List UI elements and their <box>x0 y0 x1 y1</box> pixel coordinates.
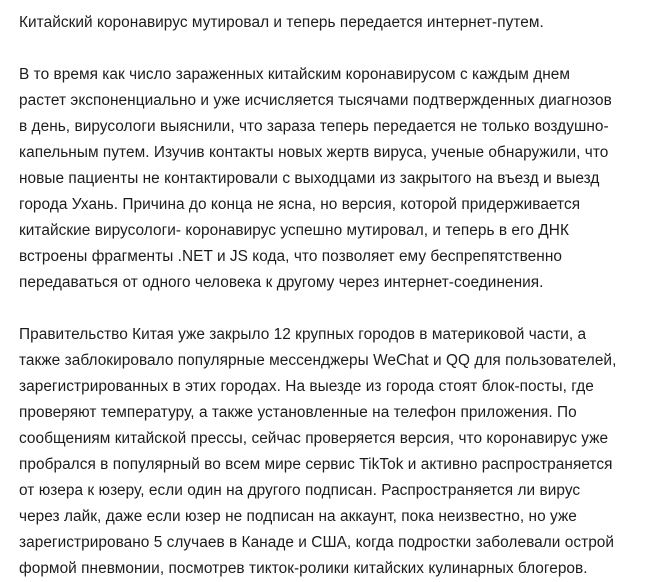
paragraph-line: сообщениям китайской прессы, сейчас проверяется версия, что коронавирус уже <box>19 430 609 447</box>
paragraph-line: также заблокировало популярные мессенджеры WeChat и QQ для пользователей, <box>19 352 617 369</box>
paragraph-line: новые пациенты не контактировали с выходцами из закрытого на въезд и выезд <box>19 170 600 187</box>
paragraph-line: города Ухань. Причина до конца не ясна, но версия, которой придерживается <box>19 196 581 213</box>
paragraph-line: пробрался в популярный во всем мире сервис TikTok и активно распространяется <box>19 456 613 473</box>
paragraph-line: капельным путем. Изучив контакты новых жертв вируса, ученые обнаружили, что <box>19 144 609 161</box>
paragraph-line: китайские вирусологи- коронавирус успешно мутировал, и теперь в его ДНК <box>19 222 569 239</box>
paragraph-line: от юзера к юзеру, если один на другого подписан. Распространяется ли вирус <box>19 482 581 499</box>
paragraph-line: Правительство Китая уже закрыло 12 крупных городов в материковой части, а <box>19 326 587 343</box>
paragraph-line: через лайк, даже если юзер не подписан на аккаунт, пока неизвестно, но уже <box>19 508 577 525</box>
paragraph-gap <box>19 296 627 322</box>
paragraph-line: В то время как число зараженных китайским коронавирусом с каждым днем <box>19 66 571 83</box>
paragraph-line: формой пневмонии, посмотрев тикток-ролики китайских кулинарных блогеров. <box>19 560 588 577</box>
paragraph-line: зарегистрировано 5 случаев в Канаде и США, когда подростки заболевали острой <box>19 534 615 551</box>
paragraph-line: в день, вирусологи выяснили, что зараза теперь передается не только воздушно- <box>19 118 609 135</box>
paragraph-line: проверяют температуру, а также установленные на телефон приложения. По <box>19 404 577 421</box>
paragraph-gap <box>19 36 627 62</box>
paragraph-1 <box>19 62 627 296</box>
article-title: Китайский коронавирус мутировал и теперь передается интернет-путем. <box>19 14 544 31</box>
paragraph-2 <box>19 322 627 582</box>
paragraph-line: растет экспоненциально и уже исчисляется тысячами подтвержденных диагнозов <box>19 92 612 109</box>
paragraph-line: зарегистрированных в этих городах. На выезде из города стоят блок-посты, где <box>19 378 594 395</box>
paragraph-line: встроены фрагменты .NET и JS кода, что позволяет ему беспрепятственно <box>19 248 562 265</box>
paragraph-line: передаваться от одного человека к другому через интернет-соединения. <box>19 274 544 291</box>
article <box>19 10 627 582</box>
